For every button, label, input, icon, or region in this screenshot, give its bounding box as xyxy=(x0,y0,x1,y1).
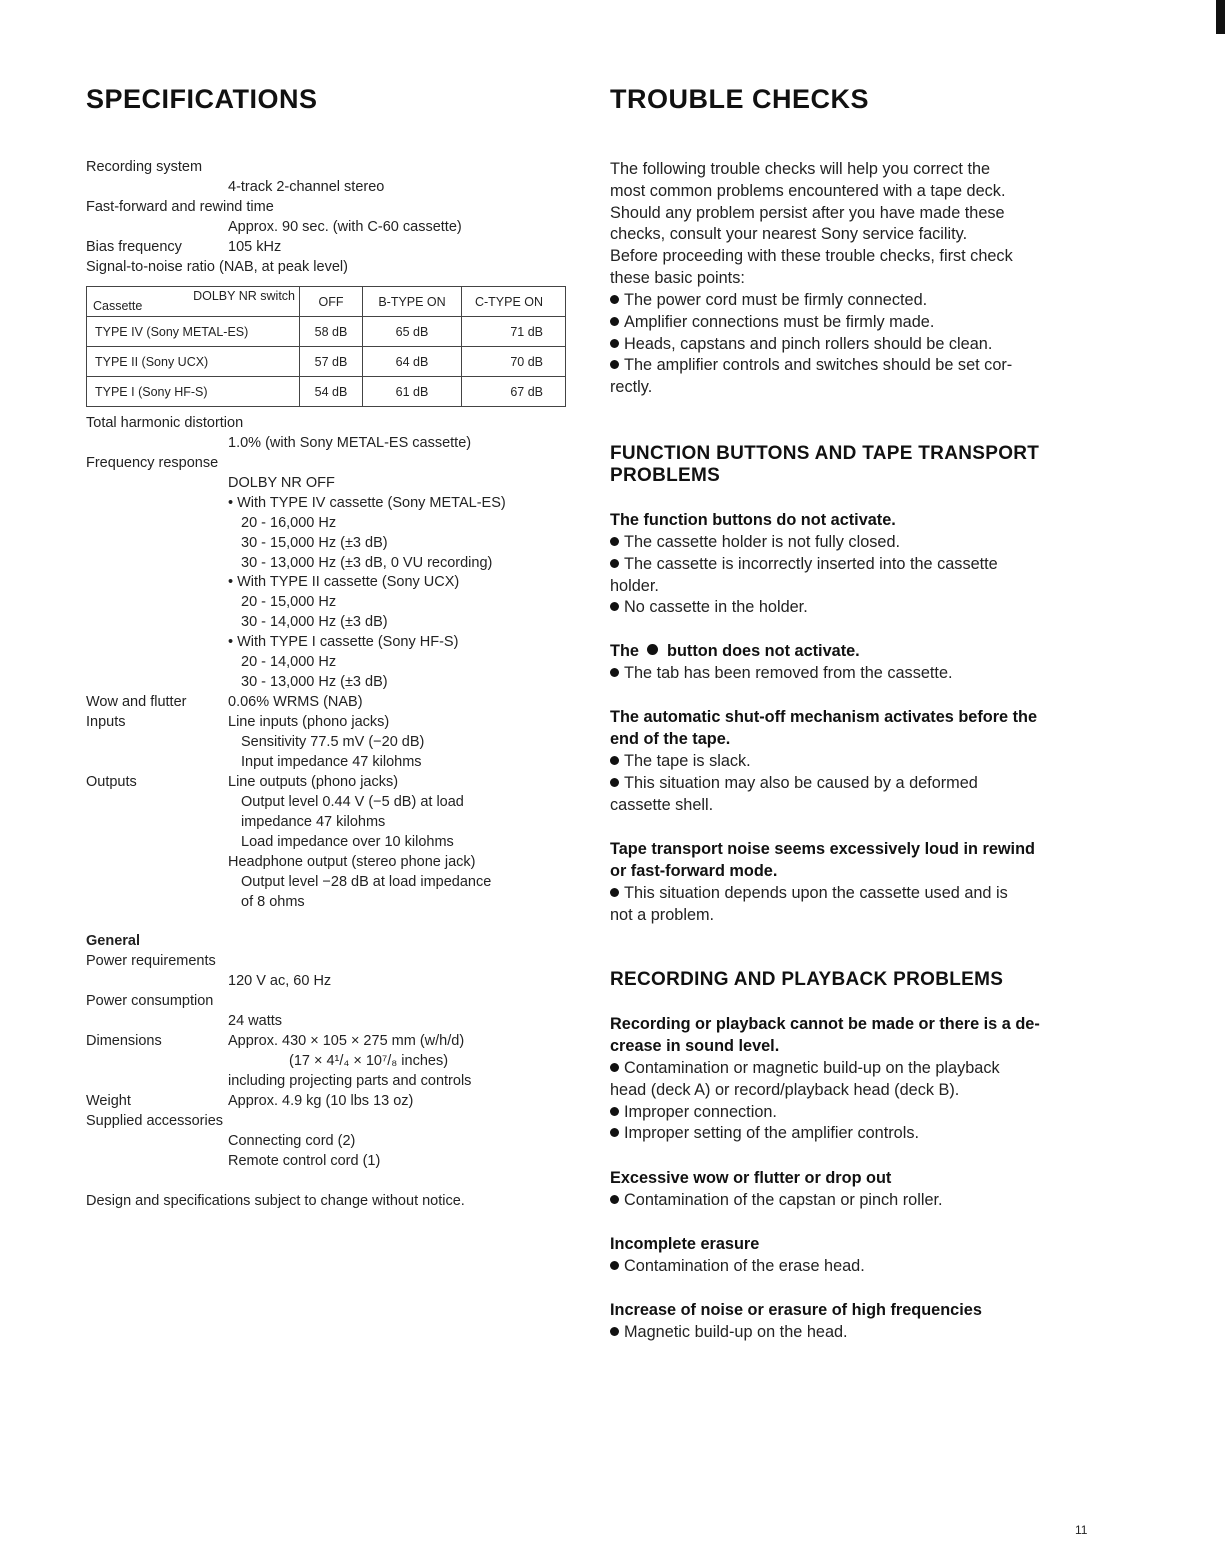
spec-power-req-label: Power requirements xyxy=(86,953,216,969)
answers-record-button xyxy=(610,663,1095,685)
spec-freq-type1-b: 30 - 13,000 Hz (±3 dB) xyxy=(241,674,388,690)
question-function-buttons: The function buttons do not activate. xyxy=(610,511,896,529)
snr-header-cassette-cell xyxy=(87,287,300,317)
list-item: Improper setting of the amplifier controls. xyxy=(610,1123,1095,1145)
spec-freq-type4-b: 30 - 15,000 Hz (±3 dB) xyxy=(241,535,388,551)
bullet-icon xyxy=(610,1063,619,1072)
spec-wow-label: Wow and flutter xyxy=(86,694,187,710)
spec-freq-type4: • With TYPE IV cassette (Sony METAL-ES) xyxy=(228,495,506,511)
snr-header-ctype: C-TYPE ON xyxy=(462,287,566,317)
bullet-icon xyxy=(610,1128,619,1137)
snr-header-cassette: Cassette xyxy=(93,299,143,313)
list-item: Contamination or magnetic build-up on the playback xyxy=(610,1058,1095,1080)
list-item: This situation may also be caused by a deformed xyxy=(610,773,1095,795)
spec-headphone-ohms: of 8 ohms xyxy=(241,894,305,910)
list-item: This situation depends upon the cassette used and is xyxy=(610,883,1095,905)
snr-header-dolby: DOLBY NR switch xyxy=(193,289,295,303)
list-item-continuation: not a problem. xyxy=(610,905,715,924)
list-item: Improper connection. xyxy=(610,1102,1095,1124)
spec-freq-type2-b: 30 - 14,000 Hz (±3 dB) xyxy=(241,614,388,630)
bullet-icon xyxy=(610,602,619,611)
page-number: 11 xyxy=(1075,1523,1088,1537)
spec-accessory-2: Remote control cord (1) xyxy=(228,1153,381,1169)
spec-general-heading: General xyxy=(86,933,140,949)
bullet-icon xyxy=(610,360,619,369)
snr-cassette: TYPE II (Sony UCX) xyxy=(87,347,300,377)
snr-header-off: OFF xyxy=(300,287,363,317)
basic-points-list xyxy=(610,290,1095,399)
spec-snr-label: Signal-to-noise ratio (NAB, at peak level) xyxy=(86,259,348,275)
spec-dimensions-inches: (17 × 4¹/₄ × 10⁷/₈ inches) xyxy=(289,1053,449,1069)
list-item: Heads, capstans and pinch rollers should be clean. xyxy=(610,334,1095,356)
snr-btype: 65 dB xyxy=(363,317,462,347)
snr-btype: 64 dB xyxy=(363,347,462,377)
question-incomplete-erasure: Incomplete erasure xyxy=(610,1235,760,1253)
section-recording-playback-heading: RECORDING AND PLAYBACK PROBLEMS xyxy=(610,969,1004,990)
question-noise-increase: Increase of noise or erasure of high frequencies xyxy=(610,1301,982,1319)
spec-freq-type2-a: 20 - 15,000 Hz xyxy=(241,594,337,610)
answers-incomplete-erasure xyxy=(610,1256,1095,1278)
list-item: The tab has been removed from the cassette. xyxy=(610,663,1095,685)
spec-inputs-impedance: Input impedance 47 kilohms xyxy=(241,754,422,770)
question-wow-flutter: Excessive wow or flutter or drop out xyxy=(610,1169,892,1187)
intro-line: these basic points: xyxy=(610,268,745,287)
spec-ffwd-value: Approx. 90 sec. (with C-60 cassette) xyxy=(228,219,462,235)
question-record-button: The button does not activate. xyxy=(610,642,860,660)
spec-inputs-value: Line inputs (phono jacks) xyxy=(228,714,390,730)
spec-freq-type4-c: 30 - 13,000 Hz (±3 dB, 0 VU recording) xyxy=(241,555,493,571)
spec-recording-system-value: 4-track 2-channel stereo xyxy=(228,179,385,195)
scan-edge-mark xyxy=(1216,0,1225,34)
snr-ctype: 71 dB xyxy=(462,317,566,347)
spec-accessories-label: Supplied accessories xyxy=(86,1113,224,1129)
spec-freq-type1: • With TYPE I cassette (Sony HF-S) xyxy=(228,634,459,650)
spec-power-cons-value: 24 watts xyxy=(228,1013,282,1029)
spec-bias-value: 105 kHz xyxy=(228,239,282,255)
bullet-icon xyxy=(610,1195,619,1204)
spec-outputs-load: Load impedance over 10 kilohms xyxy=(241,834,454,850)
snr-cassette: TYPE IV (Sony METAL-ES) xyxy=(87,317,300,347)
spec-freq-nr: DOLBY NR OFF xyxy=(228,475,335,491)
bullet-icon xyxy=(610,668,619,677)
bullet-icon xyxy=(610,1327,619,1336)
spec-wow-value: 0.06% WRMS (NAB) xyxy=(228,694,363,710)
snr-btype: 61 dB xyxy=(363,377,462,407)
spec-outputs-value: Line outputs (phono jacks) xyxy=(228,774,399,790)
section-function-buttons-heading: FUNCTION BUTTONS AND TAPE TRANSPORT PROBLEMS xyxy=(610,443,1040,486)
answers-wow-flutter xyxy=(610,1190,1095,1212)
bullet-icon xyxy=(610,1261,619,1270)
bullet-icon xyxy=(610,888,619,897)
list-item-continuation: holder. xyxy=(610,576,659,595)
spec-inputs-sensitivity: Sensitivity 77.5 mV (−20 dB) xyxy=(241,734,425,750)
spec-bias-label: Bias frequency xyxy=(86,239,182,255)
spec-inputs-label: Inputs xyxy=(86,714,126,730)
intro-line: The following trouble checks will help you correct the xyxy=(610,160,991,178)
bullet-icon xyxy=(610,778,619,787)
list-item: The tape is slack. xyxy=(610,751,1095,773)
list-item: Contamination of the erase head. xyxy=(610,1256,1095,1278)
answers-transport-noise xyxy=(610,883,1095,927)
spec-freq-type2: • With TYPE II cassette (Sony UCX) xyxy=(228,574,460,590)
list-item: The cassette holder is not fully closed. xyxy=(610,532,1095,554)
bullet-icon xyxy=(610,559,619,568)
snr-header-btype: B-TYPE ON xyxy=(363,287,462,317)
spec-ffwd-label: Fast-forward and rewind time xyxy=(86,199,274,215)
answers-recording-playback xyxy=(610,1058,1095,1145)
list-item: The amplifier controls and switches should be set cor- xyxy=(610,355,1095,377)
spec-weight-label: Weight xyxy=(86,1093,131,1109)
spec-thd-label: Total harmonic distortion xyxy=(86,415,244,431)
trouble-checks-title: TROUBLE CHECKS xyxy=(610,84,870,114)
spec-power-cons-label: Power consumption xyxy=(86,993,214,1009)
list-item-continuation: cassette shell. xyxy=(610,795,714,814)
spec-dimensions-label: Dimensions xyxy=(86,1033,162,1049)
spec-accessory-1: Connecting cord (2) xyxy=(228,1133,356,1149)
trouble-intro xyxy=(610,159,1095,290)
list-item: The cassette is incorrectly inserted into the cassette xyxy=(610,554,1095,576)
snr-off: 57 dB xyxy=(300,347,363,377)
spec-outputs-impedance: impedance 47 kilohms xyxy=(241,814,386,830)
snr-table-header xyxy=(87,287,566,317)
spec-recording-system-label: Recording system xyxy=(86,159,203,175)
list-item-continuation: rectly. xyxy=(610,378,653,397)
intro-line: most common problems encountered with a tape deck. xyxy=(610,181,1006,200)
question-transport-noise: Tape transport noise seems excessively loud in rewind or fast-forward mode. xyxy=(610,840,1035,880)
intro-line: Should any problem persist after you have made these xyxy=(610,203,1005,222)
record-dot-icon xyxy=(647,644,658,655)
spec-disclaimer: Design and specifications subject to change without notice. xyxy=(86,1193,465,1209)
list-item: Contamination of the capstan or pinch roller. xyxy=(610,1190,1095,1212)
spec-freq-label: Frequency response xyxy=(86,455,219,471)
question-recording-playback: Recording or playback cannot be made or there is a de- crease in sound level. xyxy=(610,1015,1040,1055)
answers-noise-increase xyxy=(610,1322,1095,1344)
bullet-icon xyxy=(610,537,619,546)
spec-headphone-level: Output level −28 dB at load impedance xyxy=(241,874,492,890)
list-item-continuation: head (deck A) or record/playback head (deck B). xyxy=(610,1080,960,1099)
spec-dimensions-value: Approx. 430 × 105 × 275 mm (w/h/d) xyxy=(228,1033,465,1049)
spec-weight-value: Approx. 4.9 kg (10 lbs 13 oz) xyxy=(228,1093,414,1109)
question-auto-shutoff: The automatic shut-off mechanism activates before the end of the tape. xyxy=(610,708,1038,748)
bullet-icon xyxy=(610,317,619,326)
intro-line: Before proceeding with these trouble checks, first check xyxy=(610,247,1013,266)
answers-function-buttons xyxy=(610,532,1095,619)
snr-cassette: TYPE I (Sony HF-S) xyxy=(87,377,300,407)
list-item: No cassette in the holder. xyxy=(610,597,1095,619)
answers-auto-shutoff xyxy=(610,751,1095,816)
spec-power-req-value: 120 V ac, 60 Hz xyxy=(228,973,332,989)
spec-freq-type1-a: 20 - 14,000 Hz xyxy=(241,654,337,670)
list-item: Magnetic build-up on the head. xyxy=(610,1322,1095,1344)
snr-off: 54 dB xyxy=(300,377,363,407)
intro-line: checks, consult your nearest Sony service facility. xyxy=(610,225,968,244)
snr-table-row xyxy=(87,377,566,407)
spec-outputs-label: Outputs xyxy=(86,774,137,790)
spec-thd-value: 1.0% (with Sony METAL-ES cassette) xyxy=(228,435,472,451)
snr-ctype: 70 dB xyxy=(462,347,566,377)
bullet-icon xyxy=(610,756,619,765)
snr-table-row xyxy=(87,347,566,377)
list-item: Amplifier connections must be firmly made. xyxy=(610,312,1095,334)
specifications-title: SPECIFICATIONS xyxy=(86,84,318,114)
snr-table-row xyxy=(87,317,566,347)
bullet-icon xyxy=(610,339,619,348)
bullet-icon xyxy=(610,1107,619,1116)
bullet-icon xyxy=(610,295,619,304)
snr-ctype: 67 dB xyxy=(462,377,566,407)
snr-off: 58 dB xyxy=(300,317,363,347)
snr-table xyxy=(86,286,566,407)
spec-dimensions-note: including projecting parts and controls xyxy=(228,1073,472,1089)
spec-outputs-level: Output level 0.44 V (−5 dB) at load xyxy=(241,794,464,810)
spec-freq-type4-a: 20 - 16,000 Hz xyxy=(241,515,337,531)
spec-headphone-label: Headphone output (stereo phone jack) xyxy=(228,854,476,870)
list-item: The power cord must be firmly connected. xyxy=(610,290,1095,312)
